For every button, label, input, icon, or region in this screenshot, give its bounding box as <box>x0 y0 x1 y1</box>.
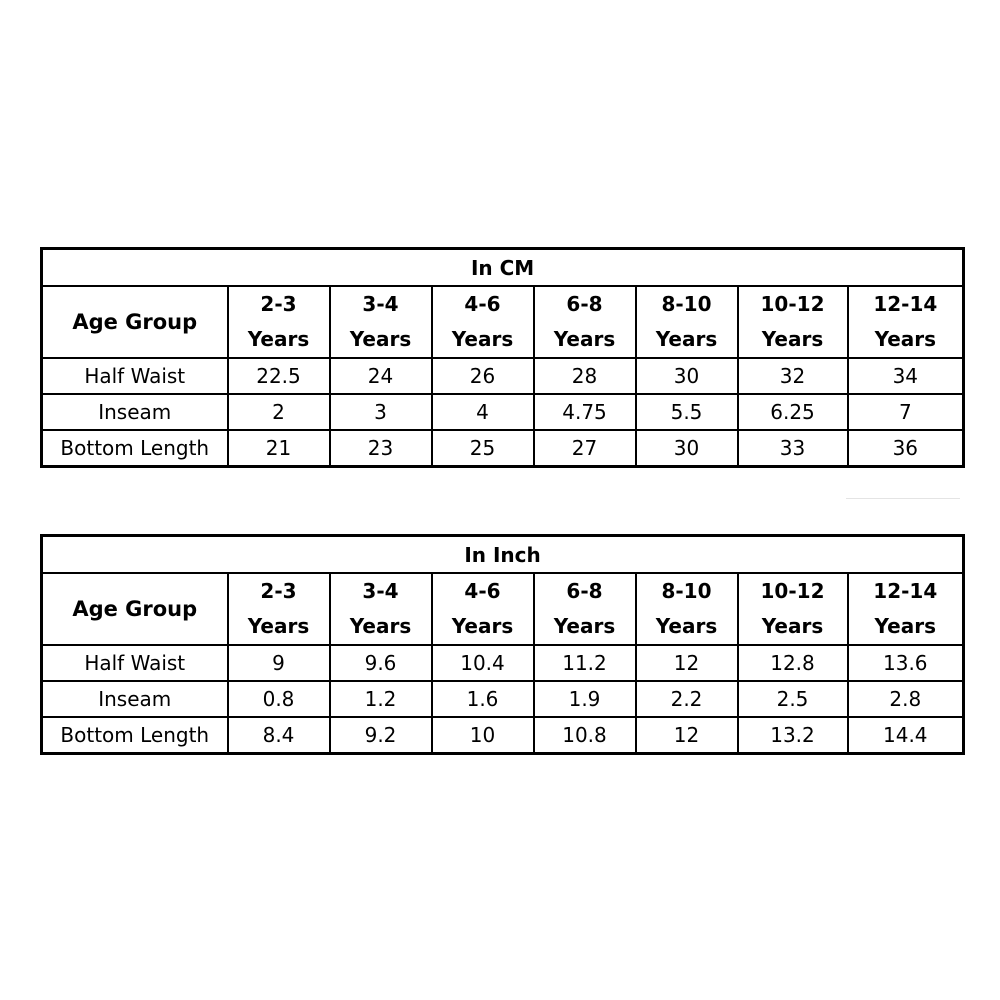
age-group-header <box>228 573 330 645</box>
age-unit: Years <box>553 327 616 351</box>
age-range: 6-8 <box>566 579 603 603</box>
table-row-half-waist <box>42 645 964 681</box>
table-cell: 12 <box>636 645 738 681</box>
table-cell: 27 <box>534 430 636 467</box>
age-unit: Years <box>874 327 937 351</box>
age-unit: Years <box>553 614 616 638</box>
table-cell: 36 <box>848 430 964 467</box>
age-group-header <box>330 573 432 645</box>
age-group-header <box>534 573 636 645</box>
table-cell: 30 <box>636 358 738 394</box>
table-cell: 5.5 <box>636 394 738 430</box>
table-cell: 9.6 <box>330 645 432 681</box>
table-title: In Inch <box>42 536 964 574</box>
table-cell: 13.2 <box>738 717 848 754</box>
age-group-label: Age Group <box>42 573 228 645</box>
age-range: 8-10 <box>661 292 712 316</box>
age-unit: Years <box>247 614 310 638</box>
age-range: 10-12 <box>760 579 825 603</box>
age-range: 8-10 <box>661 579 712 603</box>
table-cell: 2.5 <box>738 681 848 717</box>
age-unit: Years <box>761 614 824 638</box>
size-table-inch <box>40 534 965 755</box>
age-group-header <box>738 286 848 358</box>
table-cell: 32 <box>738 358 848 394</box>
table-cell: 23 <box>330 430 432 467</box>
age-range: 2-3 <box>260 292 297 316</box>
age-range: 12-14 <box>873 292 938 316</box>
age-group-header <box>534 286 636 358</box>
age-range: 6-8 <box>566 292 603 316</box>
table-row-inseam <box>42 394 964 430</box>
row-label: Bottom Length <box>42 717 228 754</box>
table-cell: 25 <box>432 430 534 467</box>
age-unit: Years <box>349 327 412 351</box>
row-label: Half Waist <box>42 645 228 681</box>
size-table-cm <box>40 247 965 468</box>
table-cell: 2.2 <box>636 681 738 717</box>
age-range: 3-4 <box>362 579 399 603</box>
row-label: Half Waist <box>42 358 228 394</box>
table-cell: 1.2 <box>330 681 432 717</box>
table-cell: 1.9 <box>534 681 636 717</box>
table-cell: 11.2 <box>534 645 636 681</box>
age-unit: Years <box>655 327 718 351</box>
table-cell: 22.5 <box>228 358 330 394</box>
age-range: 3-4 <box>362 292 399 316</box>
table-cell: 12.8 <box>738 645 848 681</box>
table-title-row <box>42 536 964 574</box>
age-group-header <box>228 286 330 358</box>
row-label: Bottom Length <box>42 430 228 467</box>
age-group-header <box>432 573 534 645</box>
table-cell: 9 <box>228 645 330 681</box>
age-unit: Years <box>247 327 310 351</box>
table-cell: 6.25 <box>738 394 848 430</box>
table-row-bottom-length <box>42 430 964 467</box>
age-unit: Years <box>761 327 824 351</box>
age-group-header <box>636 573 738 645</box>
age-unit: Years <box>451 327 514 351</box>
table-cell: 0.8 <box>228 681 330 717</box>
table-cell: 10.8 <box>534 717 636 754</box>
age-unit: Years <box>655 614 718 638</box>
table-cell: 7 <box>848 394 964 430</box>
age-range: 4-6 <box>464 579 501 603</box>
table-cell: 34 <box>848 358 964 394</box>
table-cell: 26 <box>432 358 534 394</box>
age-group-header <box>636 286 738 358</box>
age-unit: Years <box>874 614 937 638</box>
table-cell: 10.4 <box>432 645 534 681</box>
table-title: In CM <box>42 249 964 287</box>
row-label: Inseam <box>42 681 228 717</box>
table-cell: 3 <box>330 394 432 430</box>
table-cell: 9.2 <box>330 717 432 754</box>
table-title-row <box>42 249 964 287</box>
table-cell: 8.4 <box>228 717 330 754</box>
age-range: 2-3 <box>260 579 297 603</box>
table-row-inseam <box>42 681 964 717</box>
table-cell: 4 <box>432 394 534 430</box>
age-group-header-row <box>42 573 964 645</box>
row-label: Inseam <box>42 394 228 430</box>
table-row-bottom-length <box>42 717 964 754</box>
table-cell: 1.6 <box>432 681 534 717</box>
table-cell: 21 <box>228 430 330 467</box>
table-row-half-waist <box>42 358 964 394</box>
table-cell: 30 <box>636 430 738 467</box>
age-range: 12-14 <box>873 579 938 603</box>
table-cell: 28 <box>534 358 636 394</box>
table-cell: 24 <box>330 358 432 394</box>
age-group-header <box>848 286 964 358</box>
age-group-header <box>738 573 848 645</box>
table-cell: 4.75 <box>534 394 636 430</box>
age-group-header <box>432 286 534 358</box>
age-group-header <box>330 286 432 358</box>
age-range: 4-6 <box>464 292 501 316</box>
table-cell: 14.4 <box>848 717 964 754</box>
divider <box>846 498 960 499</box>
age-unit: Years <box>451 614 514 638</box>
table-cell: 33 <box>738 430 848 467</box>
age-group-label: Age Group <box>42 286 228 358</box>
age-unit: Years <box>349 614 412 638</box>
table-cell: 2.8 <box>848 681 964 717</box>
age-group-header <box>848 573 964 645</box>
table-cell: 2 <box>228 394 330 430</box>
table-cell: 12 <box>636 717 738 754</box>
table-cell: 10 <box>432 717 534 754</box>
table-cell: 13.6 <box>848 645 964 681</box>
age-group-header-row <box>42 286 964 358</box>
age-range: 10-12 <box>760 292 825 316</box>
